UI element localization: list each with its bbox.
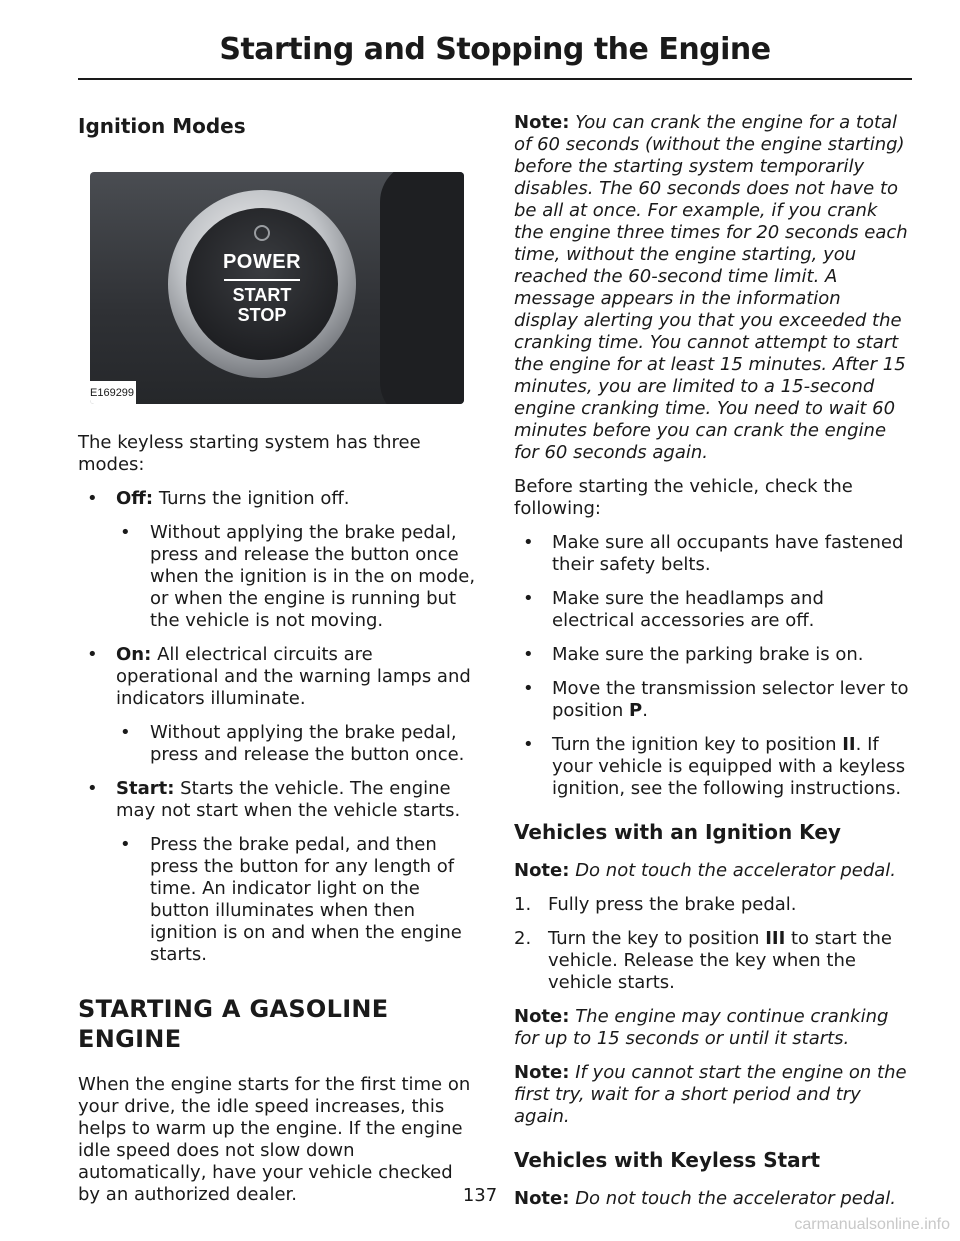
ignition-key-heading: Vehicles with an Ignition Key (514, 820, 841, 844)
mode-off-label: Off: (116, 488, 154, 509)
key-steps (514, 894, 910, 994)
note-text: Do not touch the accelerator pedal. (575, 1188, 897, 1209)
note-label: Note: (514, 112, 570, 133)
note-text: The engine may continue cranking for up to 15 seconds or until it starts. (514, 1006, 889, 1049)
watermark: carmanualsonline.info (794, 1216, 950, 1233)
check-list (514, 532, 910, 800)
check-item (514, 678, 910, 722)
check-item: • Make sure all occupants have fastened their safety belts. (514, 532, 910, 576)
check-text: . If your vehicle is equipped with a keyless ignition, see the following instructions. (552, 734, 906, 799)
mode-start-detail: • Press the brake pedal, and then press the button for any length of time. An indicator light on the button illuminates when then ignition is on and when the engine starts. (78, 834, 476, 966)
gasoline-heading-line1: STARTING A GASOLINE (78, 995, 389, 1023)
mode-off (78, 488, 476, 510)
gasoline-heading-line2: ENGINE (78, 1025, 182, 1053)
ignition-modes-heading: Ignition Modes (78, 114, 246, 138)
step-number: 2. (514, 928, 532, 949)
mode-on-detail: • Without applying the brake pedal, press and release the button once. (78, 722, 476, 766)
note-label: Note: (514, 860, 570, 881)
check-item: • Make sure the parking brake is on. (514, 644, 910, 666)
check-item (514, 734, 910, 800)
note-text: Do not touch the accelerator pedal. (575, 860, 897, 881)
keyless-start-heading: Vehicles with Keyless Start (514, 1148, 821, 1172)
start-label: START (232, 285, 292, 305)
note-label: Note: (514, 1188, 570, 1209)
step-item (514, 894, 910, 916)
power-label: POWER (222, 251, 302, 273)
stop-label: STOP (237, 305, 287, 325)
gasoline-engine-paragraph: When the engine starts for the first time on your drive, the idle speed increases, this helps to warm up the engine. If the engine idle speed does not slow down automatically, have your vehicle checked by an authorized dealer. (78, 1074, 471, 1205)
power-start-stop-button (186, 208, 338, 360)
modes-list (78, 488, 476, 966)
note-cranking-duration (514, 1006, 910, 1050)
note-label: Note: (514, 1006, 570, 1027)
note-cranking (514, 112, 910, 464)
step-text: to start the vehicle. Release the key when the vehicle starts. (548, 928, 892, 993)
page-title: Starting and Stopping the Engine (219, 32, 771, 67)
page-number: 137 (462, 1185, 498, 1206)
mode-start (78, 778, 476, 822)
check-intro: Before starting the vehicle, check the following: (514, 476, 853, 519)
button-divider (224, 279, 300, 281)
step-text: Fully press the brake pedal. (548, 894, 797, 915)
dashboard-panel (380, 172, 464, 404)
figure-code: E169299 (90, 381, 136, 404)
position-ii: II (842, 734, 856, 755)
position-iii: III (765, 928, 786, 949)
push-button-figure (90, 172, 464, 404)
note-label: Note: (514, 1062, 570, 1083)
check-text: Turn the ignition key to position (552, 734, 843, 755)
mode-start-label: Start: (116, 778, 175, 799)
note-text: If you cannot start the engine on the first try, wait for a short period and try again. (514, 1062, 907, 1127)
indicator-light-icon (254, 225, 270, 241)
position-p: P (629, 700, 643, 721)
gasoline-engine-heading (78, 994, 476, 1054)
right-column (514, 112, 910, 1222)
mode-start-text: Starts the vehicle. The engine may not start when the vehicle starts. (116, 778, 461, 821)
note-retry (514, 1062, 910, 1128)
note-text: You can crank the engine for a total of 60 seconds (without the engine starting) before the starting system temporarily disables. The 60 seconds does not have to be all at once. For example, if you crank the engine three times for 20 seconds each time, without the engine starting, you reached the 60-second time limit. A message appears in the information display alerting you that you exceeded the cranking time. You cannot attempt to start the engine for at least 15 minutes. After 15 minutes, you are limited to a 15-second engine cranking time. You need to wait 60 minutes before you can crank the engine for 60 seconds again. (514, 112, 908, 463)
step-number: 1. (514, 894, 532, 915)
mode-on (78, 644, 476, 710)
mode-on-text: All electrical circuits are operational and the warning lamps and indicators illuminate. (116, 644, 471, 709)
page-header (78, 28, 912, 80)
step-text: Turn the key to position (548, 928, 766, 949)
step-item (514, 928, 910, 994)
mode-off-text: Turns the ignition off. (158, 488, 350, 509)
modes-intro: The keyless starting system has three modes: (78, 432, 421, 475)
check-text: Move the transmission selector lever to position (552, 678, 909, 721)
check-text: . (642, 700, 648, 721)
check-item: • Make sure the headlamps and electrical accessories are off. (514, 588, 910, 632)
mode-off-detail: • Without applying the brake pedal, press and release the button once when the ignition is in the on mode, or when the engine is running but the vehicle is not moving. (78, 522, 476, 632)
mode-on-label: On: (116, 644, 152, 665)
note-accelerator (514, 860, 910, 882)
left-column (78, 112, 476, 1218)
